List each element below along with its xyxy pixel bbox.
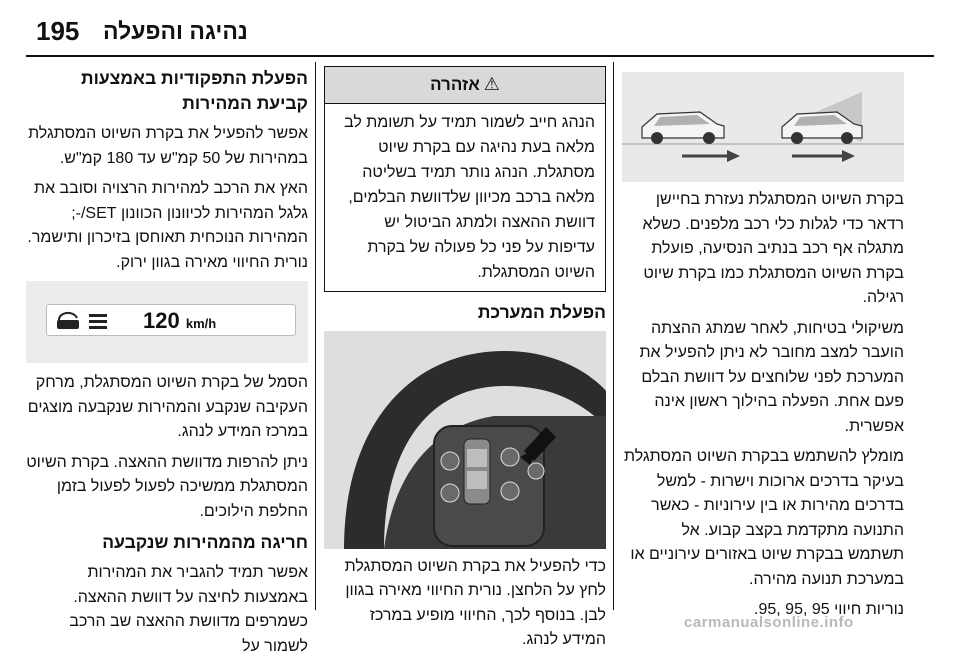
radar-illustration <box>622 72 904 182</box>
warning-header <box>325 67 605 104</box>
body-paragraph: בקרת השיוט המסתגלת נעזרת בחיישן רדאר כדי לגלות כלי רכב מלפנים. כשלא מתגלה אף רכב בנתיב הנסיעה, פועלת בקרת השיוט המסתגלת כמו בקרת שיוט רגילה. <box>642 191 904 306</box>
set-speed <box>143 309 216 337</box>
display-strip <box>46 304 296 336</box>
set-speed-value: 120 <box>143 308 180 333</box>
steering-wheel-illustration <box>324 331 606 549</box>
page-number: 195 <box>36 16 80 46</box>
body-paragraph: הסמל של בקרת השיוט המסתגלת, מרחק העקיבה שנקבע והמהירות שנקבעה מוצגים במרכז המידע לנהג. <box>27 374 308 440</box>
watermark: carmanualsonline.info <box>684 614 854 631</box>
steering-wheel-icon <box>324 331 606 549</box>
body-paragraph: האץ את הרכב למהירות הרצויה וסובב את גלגל המהירות לכיוונון הכוונון SET/-; המהירות הנוכחית תאוחסן בזיכרון ותישמר. נורית החיווי מאירה בגוון ירוק. <box>27 180 308 271</box>
column-divider <box>315 62 316 610</box>
page-header <box>0 0 960 62</box>
section-heading: הפעלת התפקודיות באמצעות קביעת המהירות <box>81 68 308 113</box>
body-paragraph: משיקולי בטיחות, לאחר שמתג ההצתה הועבר למצב מחובר לא ניתן להפעיל את המערכת לפני שלוחצים על דוושת הבלם פעם אחת. הפעלה בהילוך ראשון אינה אפשרית. <box>639 319 904 435</box>
body-paragraph: כדי להפעיל את בקרת השיוט המסתגלת לחץ על הלחצן. נורית החיווי מאירה בגוון לבן. בנוסף לכך, החיווי מופיע במרכז המידע לנהג. <box>344 557 606 648</box>
header-rule <box>26 55 934 57</box>
warning-triangle-icon: ⚠ <box>483 74 500 94</box>
middle-column <box>324 62 606 659</box>
body-paragraph: מומלץ להשתמש בבקרת השיוט המסתגלת בעיקר בדרכים ארוכות וישרות - למשל בדרכים מהירות או בין עירוניות - כאשר התנועה מתקדמת בקצב קבוע. אל תשתמש בבקרת שיוט באזורים עירוניים או במערכת תנועה מהירה. <box>624 448 904 588</box>
warning-box <box>324 66 606 292</box>
body-paragraph: אפשר תמיד להגביר את המהירות באמצעות לחיצה על דוושת ההאצה. כשמרפים מדוושת ההאצה שב הרכב לשמור על <box>69 564 308 655</box>
right-column <box>622 62 904 629</box>
warning-title: אזהרה <box>430 75 480 94</box>
body-paragraph: ניתן להרפות מדוושת ההאצה. בקרת השיוט המסתגלת ממשיכה לפעול לפעול בזמן החלפת הילוכים. <box>26 453 308 520</box>
speed-unit: km/h <box>185 316 217 331</box>
page-title: נהיגה והפעלה <box>103 18 248 44</box>
column-divider <box>613 62 614 610</box>
section-heading: הפעלת המערכת <box>477 301 606 322</box>
body-paragraph: אפשר להפעיל את בקרת השיוט המסתגלת במהירות של 50 קמ"ש עד 180 קמ"ש. <box>28 125 308 167</box>
left-column <box>26 62 308 665</box>
cross-reference: נוריות חיווי 95 ,95 ,95. <box>754 601 904 618</box>
warning-text: הנהג חייב לשמור תמיד על תשומת לב מלאה בעת נהיגה עם בקרת שיוט מסתגלת. הנהג נותר תמיד בשליטה מלאה ברכב מכיוון שלדוושת הבלמים, דוושת ההאצה ולמתג הביטול יש עדיפות על פני כל פעולה של בקרת השיוט המסתגלת. <box>344 113 595 281</box>
driver-info-display <box>26 281 308 363</box>
section-heading: חריגה מהמהירות שנקבעה <box>102 532 308 552</box>
radar-car-icon <box>622 72 904 182</box>
adaptive-cruise-icon <box>53 306 113 336</box>
